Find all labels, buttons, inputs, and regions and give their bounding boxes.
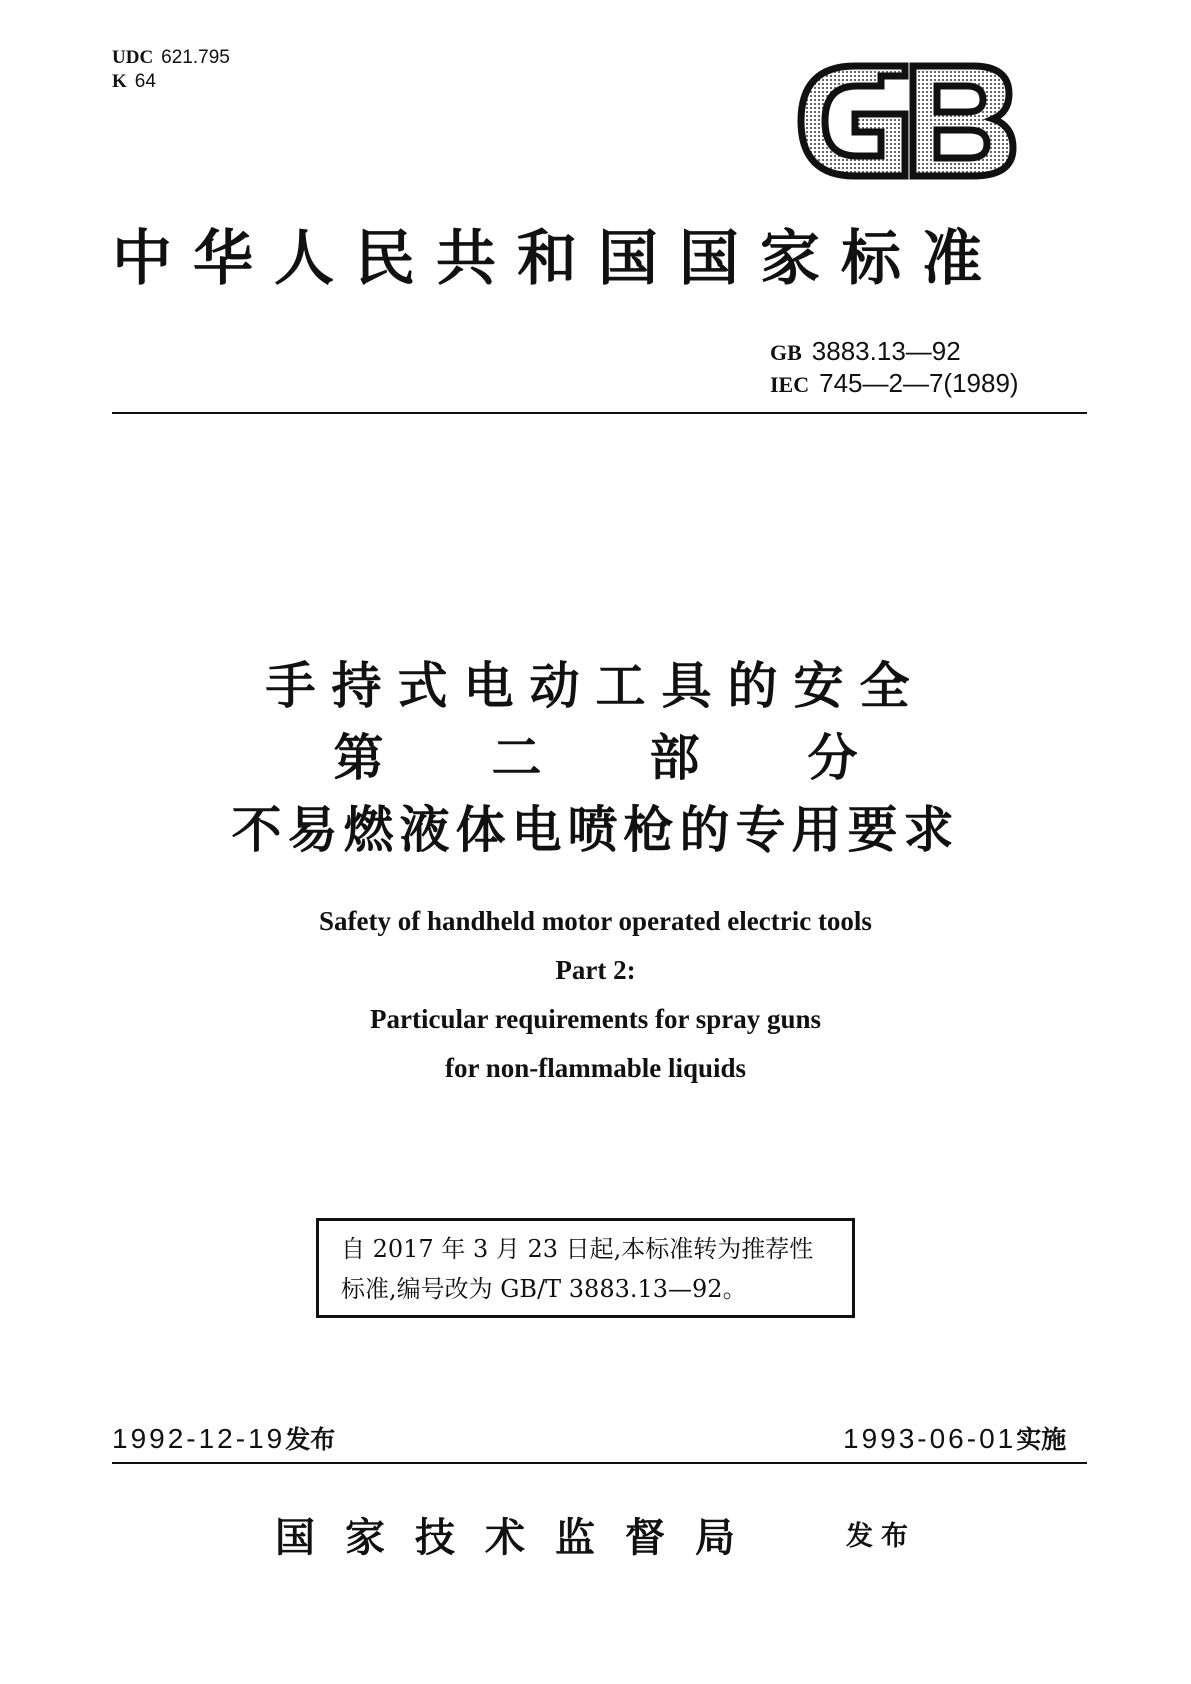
notice-box — [316, 1218, 855, 1318]
title-en-line4: for non-flammable liquids — [444, 1053, 747, 1083]
implement-date-value: 1993-06-01 — [843, 1423, 1017, 1454]
header-divider — [112, 412, 1087, 414]
implement-label: 实施 — [1016, 1425, 1067, 1454]
udc-value: 621.795 — [161, 47, 230, 68]
title-en-line2: Part 2: — [555, 955, 636, 985]
iec-key: IEC — [770, 372, 810, 397]
release-date-value: 1992-12-19 — [112, 1423, 286, 1454]
title-cn-line3: 不易燃液体电喷枪的专用要求 — [231, 801, 960, 859]
classification-codes — [112, 46, 230, 94]
release-date — [112, 1420, 335, 1456]
title-cn-line1: 手持式电动工具的安全 — [265, 657, 926, 715]
notice-line2: 标准,编号改为 GB/T 3883.13—92。 — [341, 1275, 747, 1303]
udc-code — [112, 46, 230, 70]
footer-divider — [112, 1462, 1087, 1464]
issuer-action: 发布 — [846, 1521, 916, 1552]
implement-date — [843, 1420, 1066, 1456]
iec-number — [770, 368, 1019, 400]
k-code — [112, 70, 230, 94]
udc-key: UDC — [112, 47, 154, 68]
issuer-name: 国家技术监督局 — [275, 1514, 765, 1561]
release-label: 发布 — [285, 1425, 336, 1454]
iec-value: 745—2—7(1989) — [819, 368, 1019, 398]
gb-value: 3883.13—92 — [811, 336, 961, 366]
gb-key: GB — [770, 340, 802, 365]
standard-numbers — [770, 336, 1019, 400]
title-en-line1: Safety of handheld motor operated electric tools — [319, 906, 872, 936]
title-cn-line2: 第二部分 — [333, 729, 966, 787]
title-en-line3: Particular requirements for spray guns — [370, 1004, 821, 1034]
gb-logo — [797, 62, 1017, 180]
notice-line1: 自 2017 年 3 月 23 日起,本标准转为推荐性 — [341, 1235, 814, 1263]
k-value: 64 — [134, 71, 156, 92]
national-standard-title: 中华人民共和国国家标准 — [112, 224, 1003, 294]
gb-number — [770, 336, 1019, 368]
k-key: K — [112, 71, 127, 92]
